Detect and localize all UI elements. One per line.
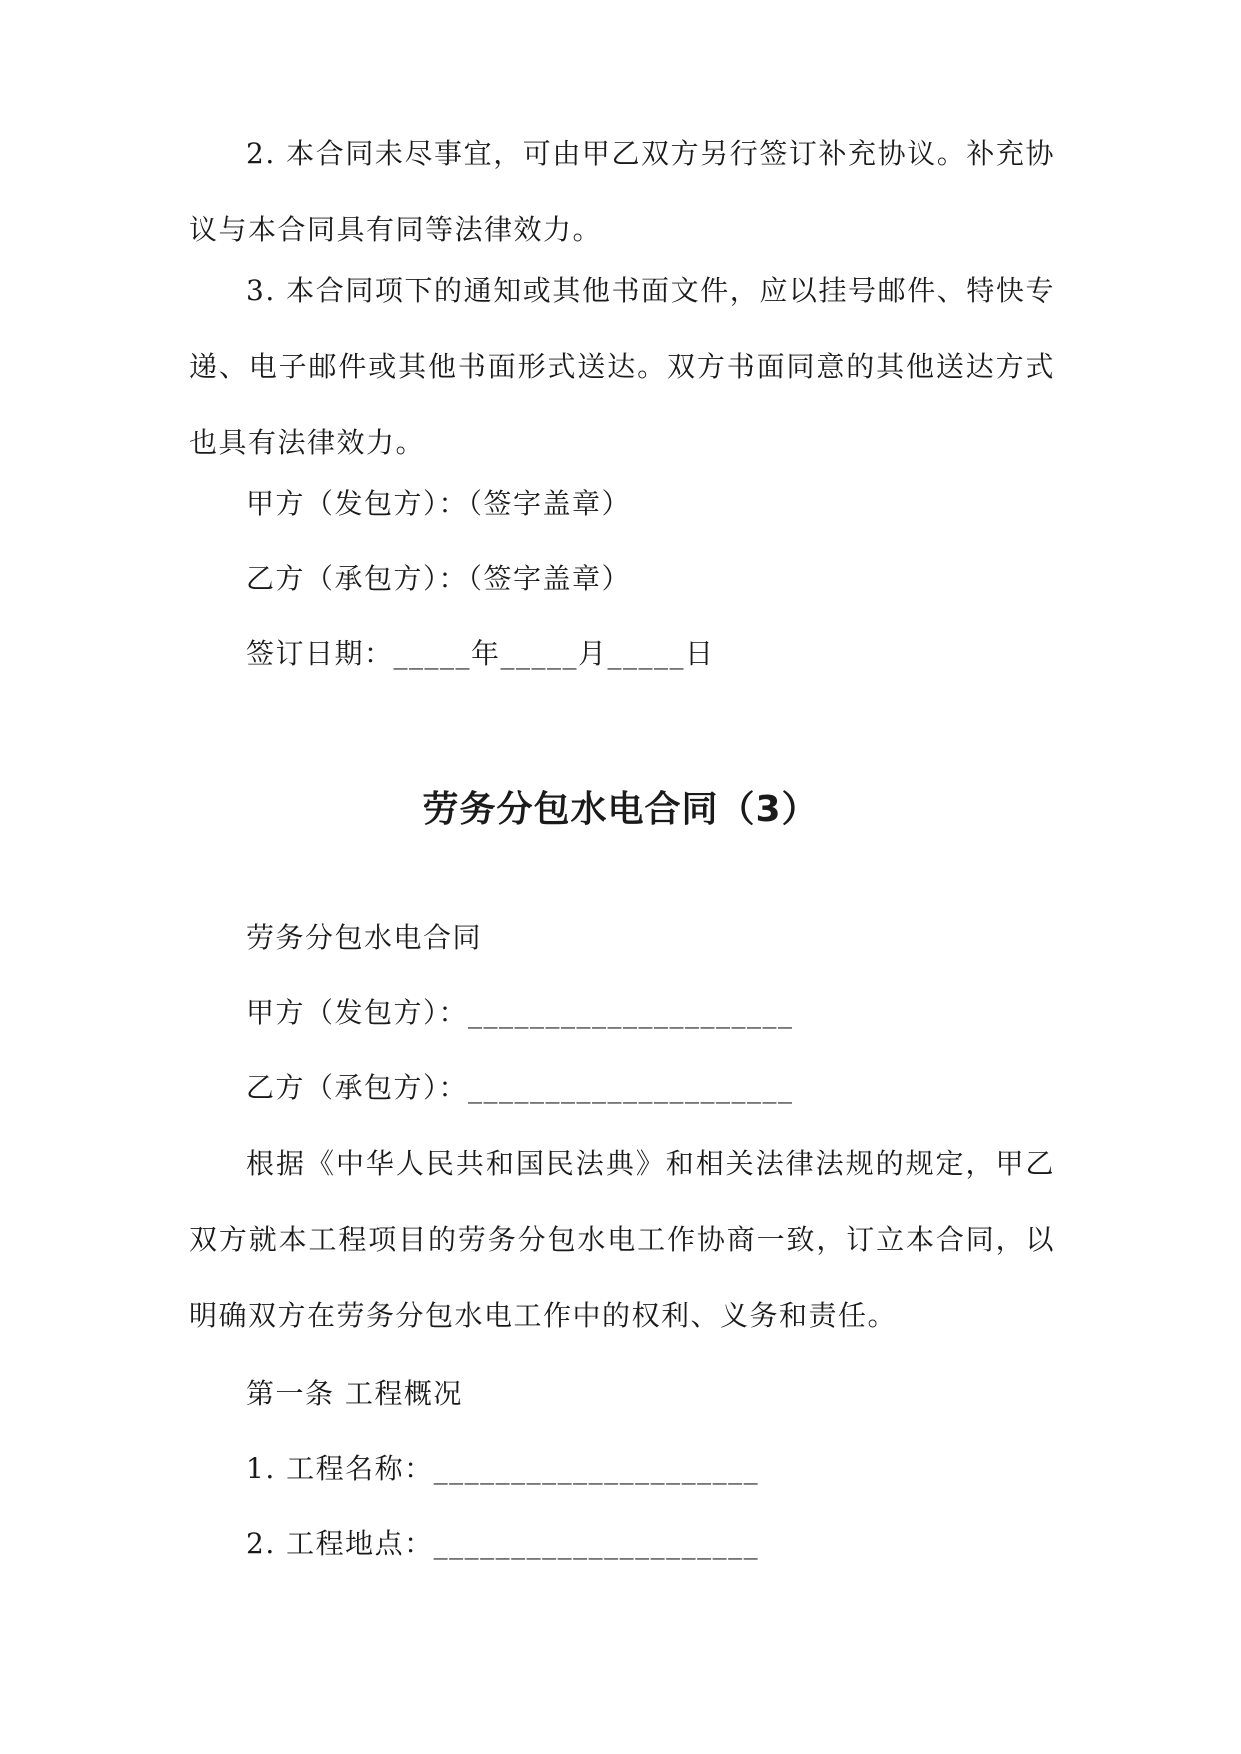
- party-a-blank-line: 甲方（发包方）：_____________________: [246, 996, 794, 1029]
- preamble-paragraph: 根据《中华人民共和国民法典》和相关法律法规的规定，甲乙双方就本工程项目的劳务分包水电工作协商一致，订立本合同，以明确双方在劳务分包水电工作中的权利、义务和责任。: [189, 1147, 1055, 1332]
- party-b-signature-line: 乙方（承包方）：（签字盖章）: [246, 562, 632, 595]
- clause-3-paragraph: 3. 本合同项下的通知或其他书面文件，应以挂号邮件、特快专递、电子邮件或其他书面形式送达。双方书面同意的其他送达方式也具有法律效力。: [189, 274, 1055, 459]
- clause-2-paragraph: 2. 本合同未尽事宜，可由甲乙双方另行签订补充协议。补充协议与本合同具有同等法律效力。: [189, 137, 1055, 246]
- article-1-heading: 第一条 工程概况: [246, 1377, 463, 1410]
- party-b-blank-line: 乙方（承包方）：_____________________: [246, 1071, 794, 1104]
- signing-date-line: 签订日期：_____年_____月_____日: [246, 637, 715, 670]
- section-title: 劳务分包水电合同（3）: [422, 789, 819, 830]
- article-1-item-project-name: 1. 工程名称：_____________________: [246, 1452, 760, 1485]
- party-a-signature-line: 甲方（发包方）：（签字盖章）: [246, 487, 632, 520]
- article-1-item-project-location: 2. 工程地点：_____________________: [246, 1527, 760, 1560]
- contract-name-line: 劳务分包水电合同: [246, 921, 483, 954]
